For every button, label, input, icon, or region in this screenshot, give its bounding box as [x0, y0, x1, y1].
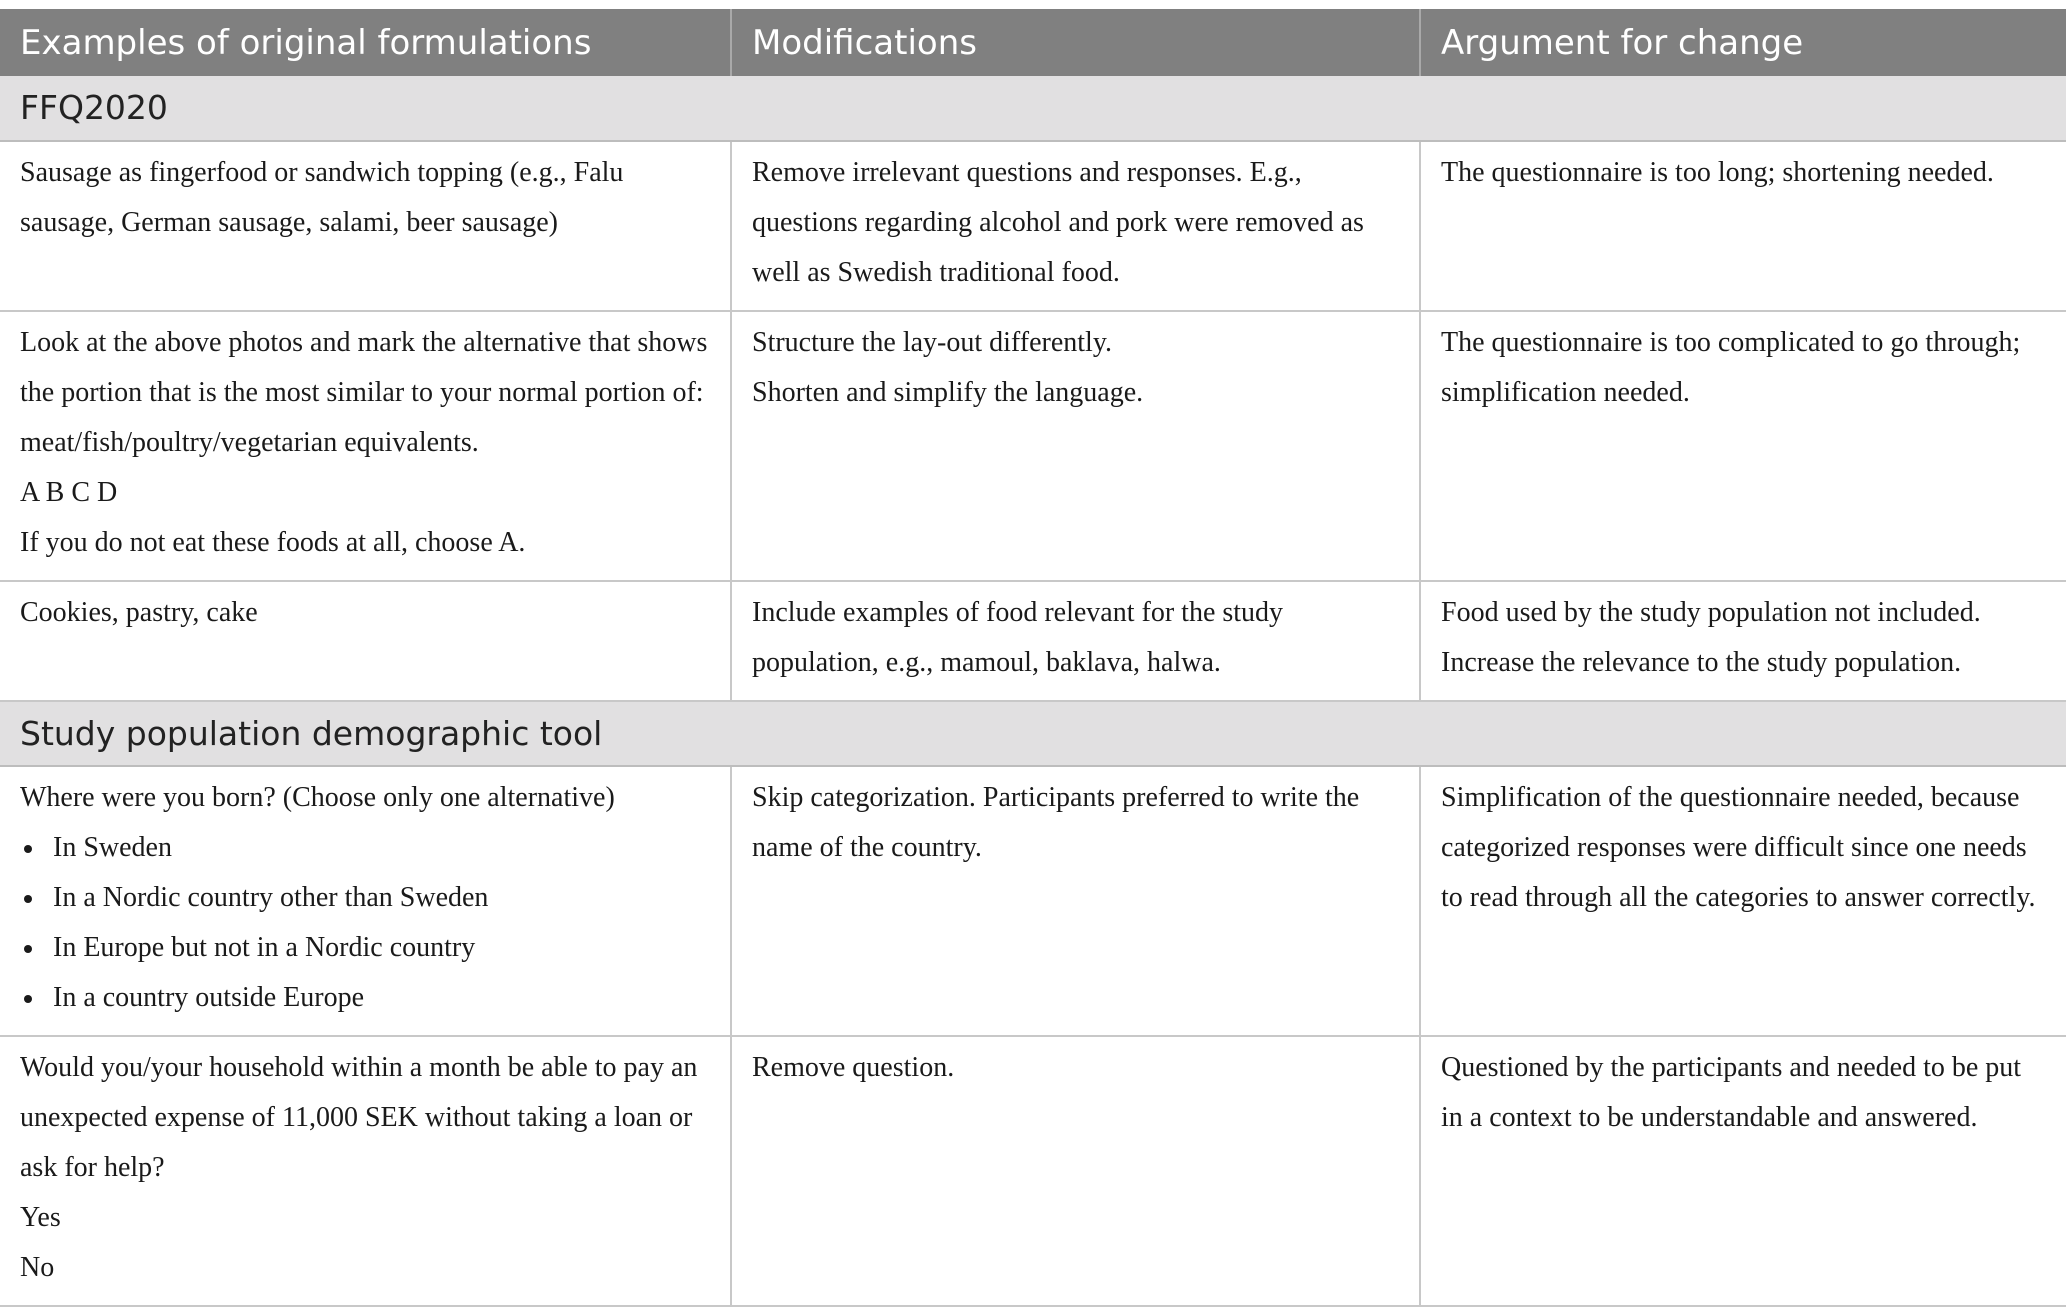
table-row [0, 311, 2066, 581]
cell-text: Would you/your household within a month be able to pay an unexpected expense of 11,000 SEK without taking a loan or ask for help? [20, 1052, 698, 1183]
cell-text: Increase the relevance to the study population. [1441, 647, 1962, 678]
section-row-ffq2020 [0, 76, 2066, 141]
cell-argument [1420, 141, 2066, 311]
list-item: In a Nordic country other than Sweden [20, 873, 710, 923]
cell-text: Questioned by the participants and needed to be put in a context to be understandable and answered. [1441, 1052, 2022, 1133]
cell-text: Structure the lay-out differently. [752, 327, 1112, 358]
cell-original [0, 1036, 731, 1306]
table-row [0, 141, 2066, 311]
formulation-modifications-table [0, 9, 2066, 1307]
cell-modification [731, 141, 1420, 311]
cell-text: Where were you born? (Choose only one alternative) [20, 782, 615, 813]
cell-text: Look at the above photos and mark the alternative that shows the portion that is the most similar to your normal portion of: meat/fish/poultry/vegetarian equivalents. [20, 327, 708, 458]
cell-argument [1420, 1036, 2066, 1306]
section-title: FFQ2020 [0, 76, 2066, 141]
cell-text: Food used by the study population not included. [1441, 597, 1981, 628]
list-item: In Sweden [20, 823, 710, 873]
cell-text: Shorten and simplify the language. [752, 377, 1144, 408]
list-item: In a country outside Europe [20, 973, 710, 1023]
header-original-formulations: Examples of original formulations [0, 9, 731, 76]
table-container [0, 9, 2066, 1307]
table-row [0, 766, 2066, 1036]
cell-original [0, 581, 731, 701]
cell-modification [731, 581, 1420, 701]
section-row-demographic-tool [0, 701, 2066, 766]
cell-text: The questionnaire is too complicated to go through; simplification needed. [1441, 327, 2021, 408]
cell-text: Remove question. [752, 1052, 955, 1083]
cell-original [0, 311, 731, 581]
cell-text: Yes [20, 1202, 61, 1233]
cell-text: Include examples of food relevant for the study population, e.g., mamoul, baklava, halwa. [752, 597, 1284, 678]
bullet-list [20, 823, 710, 1023]
cell-text: A B C D [20, 477, 118, 508]
cell-original [0, 766, 731, 1036]
section-title: Study population demographic tool [0, 701, 2066, 766]
cell-modification [731, 311, 1420, 581]
list-item: In Europe but not in a Nordic country [20, 923, 710, 973]
header-modifications: Modifications [731, 9, 1420, 76]
cell-modification [731, 1036, 1420, 1306]
cell-modification [731, 766, 1420, 1036]
table-header-row [0, 9, 2066, 76]
cell-text: If you do not eat these foods at all, choose A. [20, 527, 526, 558]
cell-original [0, 141, 731, 311]
cell-text: No [20, 1252, 55, 1283]
cell-text: Remove irrelevant questions and responses. E.g., questions regarding alcohol and pork were removed as well as Swedish traditional food. [752, 157, 1364, 288]
cell-text: Skip categorization. Participants preferred to write the name of the country. [752, 782, 1360, 863]
cell-text: Simplification of the questionnaire needed, because categorized responses were difficult since one needs to read through all the categories to answer correctly. [1441, 782, 2036, 913]
header-argument-for-change: Argument for change [1420, 9, 2066, 76]
cell-text: Cookies, pastry, cake [20, 597, 258, 628]
table-row [0, 1036, 2066, 1306]
cell-text: The questionnaire is too long; shortening needed. [1441, 157, 1994, 188]
cell-argument [1420, 311, 2066, 581]
cell-argument [1420, 766, 2066, 1036]
table-row [0, 581, 2066, 701]
cell-text: Sausage as fingerfood or sandwich topping (e.g., Falu sausage, German sausage, salami, beer sausage) [20, 157, 624, 238]
cell-argument [1420, 581, 2066, 701]
